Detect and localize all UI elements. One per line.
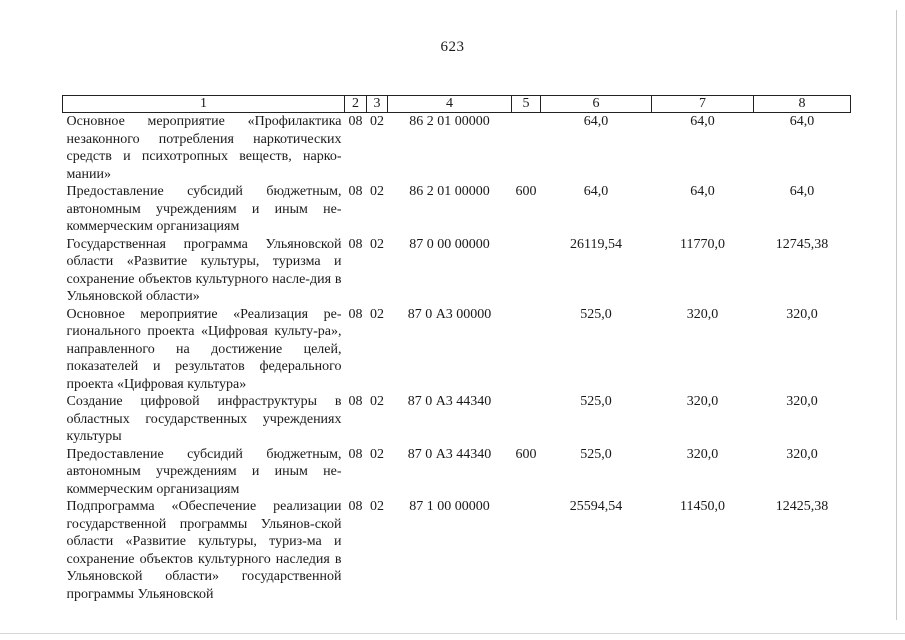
row-subsection: 02 (370, 394, 384, 409)
row-amount-year-3: 320,0 (786, 394, 818, 409)
table-row (63, 113, 851, 184)
row-expense-type (512, 498, 541, 603)
row-name: Подпрограмма «Обеспечение реализации государственной программы Ульянов-ской области «Развитие культуры, туриз-ма и сохранение объектов культурного наследия в Ульяновской области» государственной программы Ульяновской (66, 499, 342, 602)
row-target-article: 87 0 А3 44340 (407, 446, 492, 462)
row-name: Государственная программа Ульяновской области «Развитие культуры, туризма и сохранение объектов культурного насле-дия в Ульяновской области» (66, 236, 342, 304)
row-amount-year-2: 320,0 (686, 306, 719, 322)
row-subsection: 02 (370, 114, 384, 129)
header-col-4: 4 (388, 96, 512, 113)
row-amount-year-1: 525,0 (580, 446, 612, 462)
row-amount-year-3: 12745,38 (775, 236, 829, 252)
row-section: 08 (348, 236, 363, 252)
row-amount-year-1: 64,0 (583, 114, 609, 129)
header-col-1: 1 (63, 96, 345, 113)
table-body (63, 113, 851, 604)
row-section: 08 (348, 446, 363, 462)
table-row (63, 306, 851, 394)
row-amount-year-3: 12425,38 (775, 499, 829, 514)
row-target-article: 86 2 01 00000 (409, 114, 490, 129)
header-col-6: 6 (541, 96, 652, 113)
row-amount-year-3: 320,0 (786, 446, 818, 462)
row-target-article: 87 0 00 00000 (409, 236, 490, 252)
row-section: 08 (348, 499, 363, 514)
page-number: 623 (440, 39, 465, 55)
budget-table (62, 95, 851, 603)
scan-edge-bottom (0, 633, 905, 634)
row-amount-year-3: 64,0 (789, 184, 815, 199)
row-subsection: 02 (370, 446, 384, 462)
row-subsection: 02 (370, 499, 384, 514)
row-target-article: 87 1 00 00000 (409, 499, 490, 514)
header-col-7: 7 (652, 96, 754, 113)
header-col-5: 5 (512, 96, 541, 113)
row-section: 08 (348, 114, 363, 129)
row-subsection: 02 (370, 236, 384, 252)
table-row (63, 446, 851, 499)
header-row (63, 96, 851, 113)
row-amount-year-2: 11770,0 (680, 236, 725, 252)
row-expense-type (512, 393, 541, 446)
table-row (63, 183, 851, 236)
row-target-article: 86 2 01 00000 (409, 184, 490, 199)
table-row (63, 393, 851, 446)
row-section: 08 (348, 394, 363, 409)
scan-edge-right (896, 10, 897, 620)
row-amount-year-3: 64,0 (789, 114, 815, 129)
row-amount-year-2: 320,0 (686, 446, 719, 462)
header-col-2: 2 (345, 96, 367, 113)
table-row (63, 498, 851, 603)
row-expense-type (512, 306, 541, 394)
row-amount-year-2: 11450,0 (680, 499, 725, 514)
row-amount-year-2: 64,0 (690, 114, 715, 129)
row-amount-year-1: 25594,54 (569, 499, 623, 514)
row-name: Предоставление субсидий бюджетным, автономным учреждениям и иным не-коммерческим организациям (66, 184, 342, 234)
row-expense-type (512, 113, 541, 184)
header-col-8: 8 (754, 96, 851, 113)
row-name: Основное мероприятие «Реализация ре-гионального проекта «Цифровая культу-ра», направленного на достижение целей, показателей и результатов федерального проекта «Цифровая культура» (66, 306, 342, 392)
row-amount-year-2: 64,0 (690, 184, 715, 199)
header-col-3: 3 (367, 96, 388, 113)
row-name: Создание цифровой инфраструктуры в областных государственных учреждениях культуры (66, 394, 342, 444)
row-target-article: 87 0 А3 00000 (407, 306, 492, 322)
row-expense-type: 600 (515, 184, 537, 199)
row-expense-type (512, 236, 541, 306)
row-section: 08 (348, 184, 363, 199)
row-target-article: 87 0 А3 44340 (407, 394, 492, 409)
row-name: Основное мероприятие «Профилактика незаконного потребления наркотических средств и психотропных веществ, нарко-мании» (66, 114, 342, 182)
row-amount-year-2: 320,0 (686, 394, 719, 409)
row-amount-year-1: 525,0 (580, 394, 612, 409)
row-section: 08 (348, 306, 363, 322)
row-name: Предоставление субсидий бюджетным, автономным учреждениям и иным не-коммерческим организациям (66, 446, 342, 497)
row-expense-type: 600 (515, 446, 537, 462)
row-amount-year-1: 525,0 (580, 306, 612, 322)
table-row (63, 236, 851, 306)
row-amount-year-3: 320,0 (786, 306, 818, 322)
row-subsection: 02 (370, 306, 384, 322)
row-subsection: 02 (370, 184, 384, 199)
row-amount-year-1: 64,0 (583, 184, 609, 199)
row-amount-year-1: 26119,54 (570, 236, 622, 252)
